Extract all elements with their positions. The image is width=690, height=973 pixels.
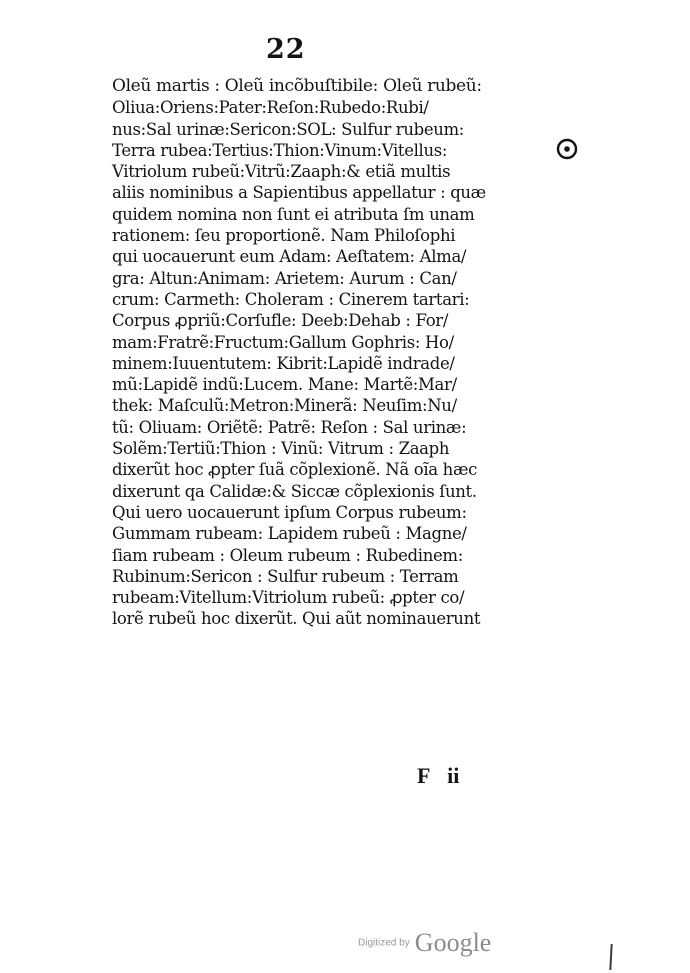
text-line: mũ:Lapidẽ indũ:Lucem. Mane: Martẽ:Mar/ bbox=[112, 375, 457, 395]
signature-mark: F ii bbox=[417, 763, 460, 788]
text-line: aliis nominibus a Sapientibus appellatur : quæ bbox=[112, 183, 486, 203]
text-line: Oliua:Oriens:Pater:Reſon:Rubedo:Rubi/ bbox=[112, 98, 429, 118]
text-line: lorẽ rubeũ hoc dixerũt. Qui aũt nominauerunt bbox=[112, 609, 481, 629]
text-line: mam:Fratrẽ:Fructum:Gallum Gophris: Ho/ bbox=[112, 332, 454, 352]
watermark-brand: Google bbox=[414, 928, 492, 957]
text-line: rubeam:Vitellum:Vitriolum rubeũ: ꝓpter co/ bbox=[112, 588, 465, 608]
text-line: minem:Iuuentutem: Kibrit:Lapidẽ indrade/ bbox=[112, 353, 455, 373]
body-text bbox=[112, 76, 542, 630]
text-line: ſiam rubeam : Oleum rubeum : Rubedinem: bbox=[112, 545, 463, 565]
sun-symbol-icon bbox=[556, 138, 578, 160]
text-line: nus:Sal urinæ:Sericon:SOL: Sulfur rubeum: bbox=[112, 119, 465, 139]
text-line: Rubinum:Sericon : Sulfur rubeum : Terram bbox=[112, 566, 459, 586]
text-line: Solẽm:Tertiũ:Thion : Vinũ: Vitrum : Zaaph bbox=[112, 439, 450, 459]
text-line: qui uocauerunt eum Adam: Aeſtatem: Alma/ bbox=[112, 247, 467, 267]
watermark-prefix: Digitized by bbox=[358, 937, 410, 949]
text-line: crum: Carmeth: Choleram : Cinerem tartari: bbox=[112, 289, 470, 309]
digitized-watermark bbox=[358, 928, 491, 958]
text-line: tũ: Oliuam: Oriẽtẽ: Patrẽ: Reſon : Sal urinæ: bbox=[112, 417, 467, 437]
text-line: dixerũt hoc ꝓpter ſuã cõplexionẽ. Nã oĩa hæc bbox=[112, 460, 477, 480]
text-line: Qui uero uocauerunt ipſum Corpus rubeum: bbox=[112, 502, 467, 522]
text-line: gra: Altun:Animam: Arietem: Aurum : Can/ bbox=[112, 268, 457, 288]
text-line: quidem nomina non ſunt ei atributa ſm unam bbox=[112, 204, 475, 224]
text-line: Vitriolum rubeũ:Vitrũ:Zaaph:& etiã multis bbox=[112, 162, 451, 182]
page-number: 22 bbox=[266, 34, 306, 65]
text-line: rationem: ſeu proportionẽ. Nam Philoſophi bbox=[112, 226, 456, 246]
text-line: dixerunt qa Calidæ:& Siccæ cõplexionis ſunt. bbox=[112, 481, 477, 501]
text-line: thek: Maſculũ:Metron:Minerã: Neuſim:Nu/ bbox=[112, 396, 457, 416]
text-line: Terra rubea:Tertius:Thion:Vinum:Vitellus: bbox=[112, 140, 448, 160]
text-line: Oleũ martis : Oleũ incõbuſtibile: Oleũ rubeũ: bbox=[112, 76, 482, 96]
text-line: Gummam rubeam: Lapidem rubeũ : Magne/ bbox=[112, 524, 467, 544]
text-line: Corpus ꝓpriũ:Corſufle: Deeb:Dehab : For/ bbox=[112, 311, 449, 331]
page-edge-mark bbox=[609, 944, 612, 970]
